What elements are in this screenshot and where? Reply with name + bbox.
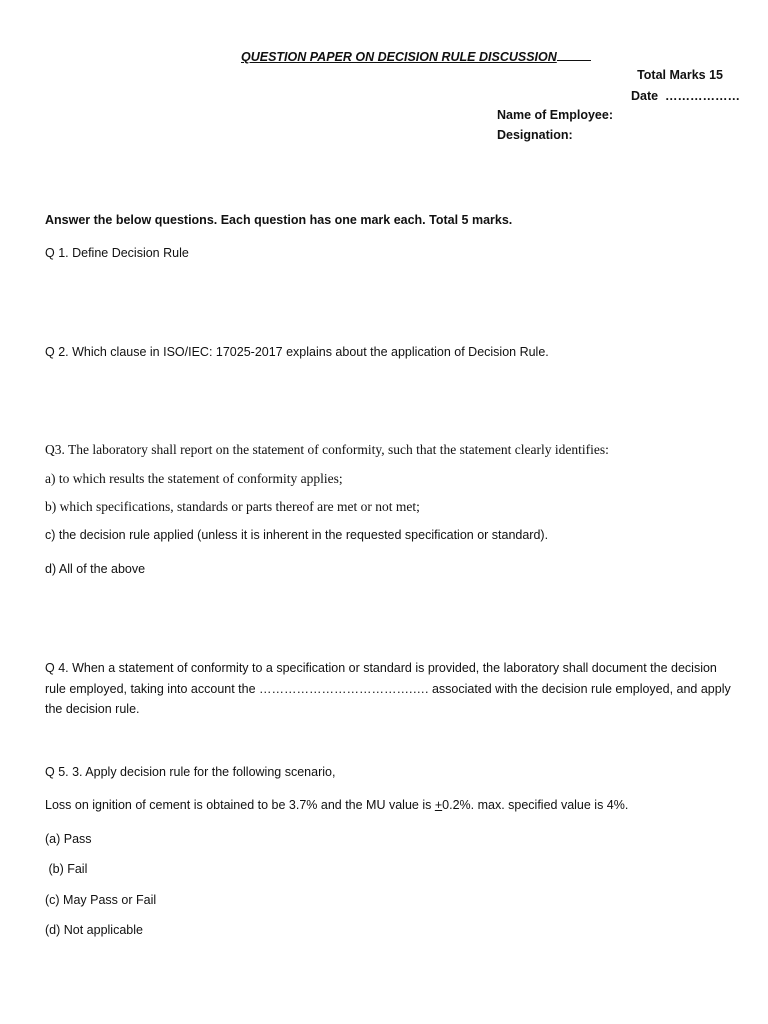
question-1: Q 1. Define Decision Rule (45, 246, 189, 260)
question-3-option-c: c) the decision rule applied (unless it is inherent in the requested specification or standard). (45, 528, 549, 542)
date-dots: ……………… (665, 89, 741, 103)
total-marks: Total Marks 15 (637, 68, 723, 82)
title-underline-trail (557, 48, 591, 61)
question-5-option-a: (a) Pass (45, 832, 92, 846)
question-3: Q3. The laboratory shall report on the statement of conformity, such that the statement clearly identifies: (45, 442, 609, 457)
question-5-scenario (45, 798, 628, 812)
question-5-option-d: (d) Not applicable (45, 923, 143, 937)
title-text: QUESTION PAPER ON DECISION RULE DISCUSSION (241, 50, 557, 64)
question-3-option-a: a) to which results the statement of conformity applies; (45, 471, 343, 486)
question-3-option-d: d) All of the above (45, 562, 146, 576)
question-4: Q 4. When a statement of conformity to a specification or standard is provided, the laboratory shall document the decision rule employed, taking into account the ……………………………….…. associated with the decision rule employed, and apply the decision rule. (45, 661, 731, 716)
employee-name-label: Name of Employee: (497, 108, 614, 122)
page-title (241, 48, 591, 64)
designation-label: Designation: (497, 128, 573, 142)
scenario-text-after: 0.2%. max. specified value is 4%. (442, 798, 629, 812)
question-5-option-c: (c) May Pass or Fail (45, 893, 157, 907)
date-label: Date (631, 89, 659, 103)
scenario-text-before: Loss on ignition of cement is obtained to be 3.7% and the MU value is (45, 798, 435, 812)
question-5: Q 5. 3. Apply decision rule for the following scenario, (45, 765, 336, 779)
question-2: Q 2. Which clause in ISO/IEC: 17025-2017 explains about the application of Decision Rule. (45, 345, 549, 359)
plus-minus-sign: + (434, 798, 443, 812)
question-5-option-b: (b) Fail (45, 862, 88, 876)
instructions: Answer the below questions. Each question has one mark each. Total 5 marks. (45, 213, 513, 227)
date-field (631, 89, 740, 103)
question-3-option-b: b) which specifications, standards or parts thereof are met or not met; (45, 499, 420, 514)
